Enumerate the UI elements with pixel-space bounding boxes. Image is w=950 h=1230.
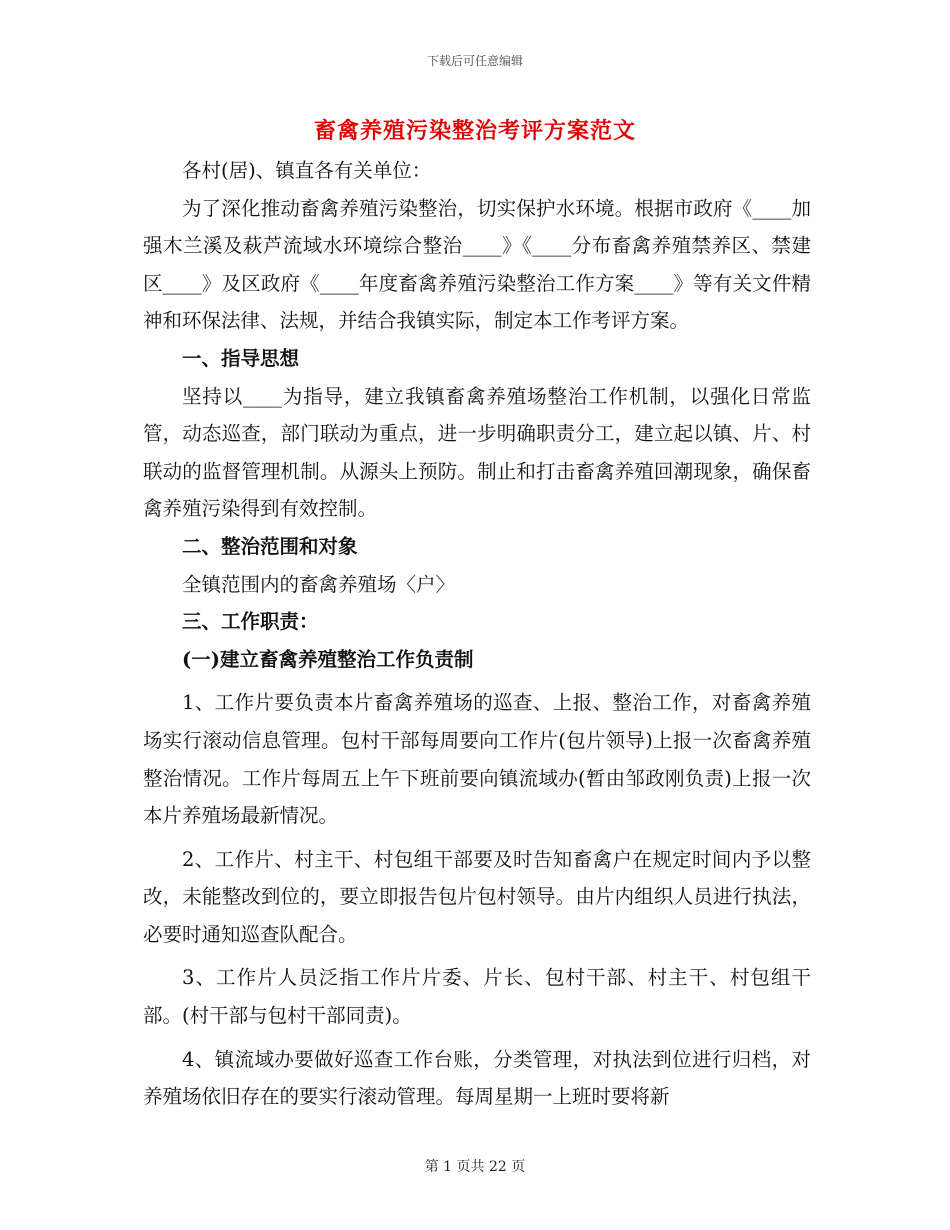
section-heading-guiding-ideology: 一、指导思想 bbox=[182, 346, 300, 370]
subsection-heading-responsibility: (一)建立畜禽养殖整治工作负责制 bbox=[182, 647, 474, 671]
salutation: 各村(居)、镇直各有关单位： bbox=[182, 159, 432, 182]
header-note: 下载后可任意编辑 bbox=[426, 54, 523, 68]
list-item-2: 2、工作片、村主干、村包组干部要及时告知畜禽户在规定时间内予以整改，未能整改到位的，要立即报告包片包村领导。由片内组织人员进行执法，必要时通知巡查队配合。 bbox=[143, 847, 811, 946]
list-item-1: 1、工作片要负责本片畜禽养殖场的巡查、上报、整治工作，对畜禽养殖场实行滚动信息管理。包村干部每周要向工作片(包片领导)上报一次畜禽养殖整治情况。工作片每周五上午下班前要向镇流域办(暂由邹政刚负责)上报一次本片养殖场最新情况。 bbox=[143, 691, 811, 828]
section-heading-duties: 三、工作职责： bbox=[182, 610, 319, 634]
intro-paragraph: 为了深化推动畜禽养殖污染整治，切实保护水环境。根据市政府《____加强木兰溪及萩芦流域水环境综合整治____》《____分布畜禽养殖禁养区、禁建区____》及区政府《____年度畜禽养殖污染整治工作方案____》等有关文件精神和环保法律、法规，并结合我镇实际，制定本工作考评方案。 bbox=[143, 196, 811, 333]
list-item-4: 4、镇流域办要做好巡查工作台账，分类管理，对执法到位进行归档，对养殖场依旧存在的要实行滚动管理。每周星期一上班时要将新 bbox=[143, 1047, 811, 1109]
section-paragraph-scope: 全镇范围内的畜禽养殖场〈户〉 bbox=[182, 572, 456, 596]
page-footer: 第 1 页共 22 页 bbox=[424, 1159, 526, 1175]
list-item-3: 3、工作片人员泛指工作片片委、片长、包村干部、村主干、村包组干部。(村干部与包村干部同责)。 bbox=[143, 966, 811, 1028]
section-paragraph-guiding-ideology: 坚持以____为指导，建立我镇畜禽养殖场整治工作机制，以强化日常监管，动态巡查，部门联动为重点，进一步明确职责分工，建立起以镇、片、村联动的监督管理机制。从源头上预防。制止和打击畜禽养殖回潮现象，确保畜禽养殖污染得到有效控制。 bbox=[143, 384, 811, 521]
section-heading-scope: 二、整治范围和对象 bbox=[182, 534, 358, 558]
document-body bbox=[143, 152, 811, 1116]
document-title: 畜禽养殖污染整治考评方案范文 bbox=[313, 118, 636, 144]
